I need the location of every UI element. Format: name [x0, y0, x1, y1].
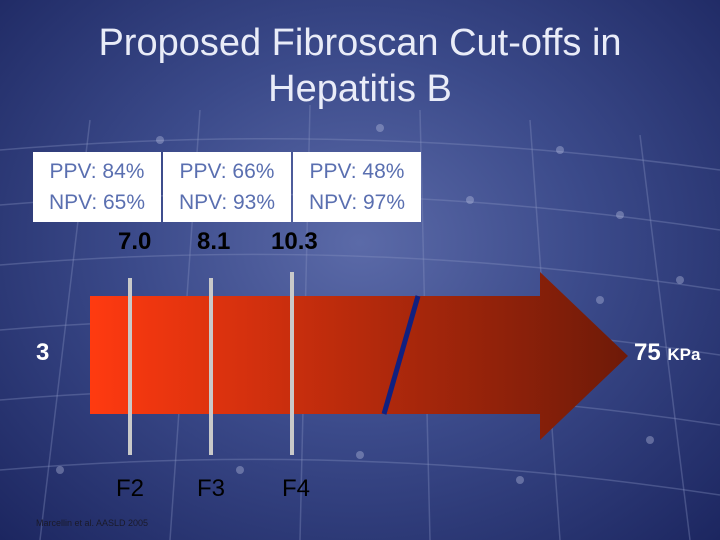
arrow-body [90, 272, 628, 440]
citation: Marcellin et al. AASLD 2005 [36, 518, 149, 528]
npv-label: NPV: 65% [48, 191, 146, 214]
npv-label: NPV: 97% [308, 191, 406, 214]
slide-title-line-2: Hepatitis B [268, 68, 452, 110]
scale-max-label [634, 339, 700, 367]
ppv-label: PPV: 48% [309, 160, 405, 183]
scale-min-label: 3 [36, 339, 50, 366]
fibrosis-stage-f3: F3 [197, 475, 226, 502]
ppv-label: PPV: 66% [179, 160, 275, 183]
ppv-label: PPV: 84% [49, 160, 145, 183]
cutoff-value-f2: 7.0 [118, 228, 152, 255]
scale-unit: KPa [667, 345, 701, 364]
slide-title-line-1: Proposed Fibroscan Cut-offs in [98, 22, 622, 64]
cutoff-value-f3: 8.1 [197, 228, 231, 255]
cutoff-value-f4: 10.3 [271, 228, 318, 255]
npv-label: NPV: 93% [178, 191, 276, 214]
fibrosis-stage-f4: F4 [282, 475, 311, 502]
scale-max-value: 75 [634, 339, 661, 366]
fibrosis-stage-f2: F2 [116, 475, 145, 502]
